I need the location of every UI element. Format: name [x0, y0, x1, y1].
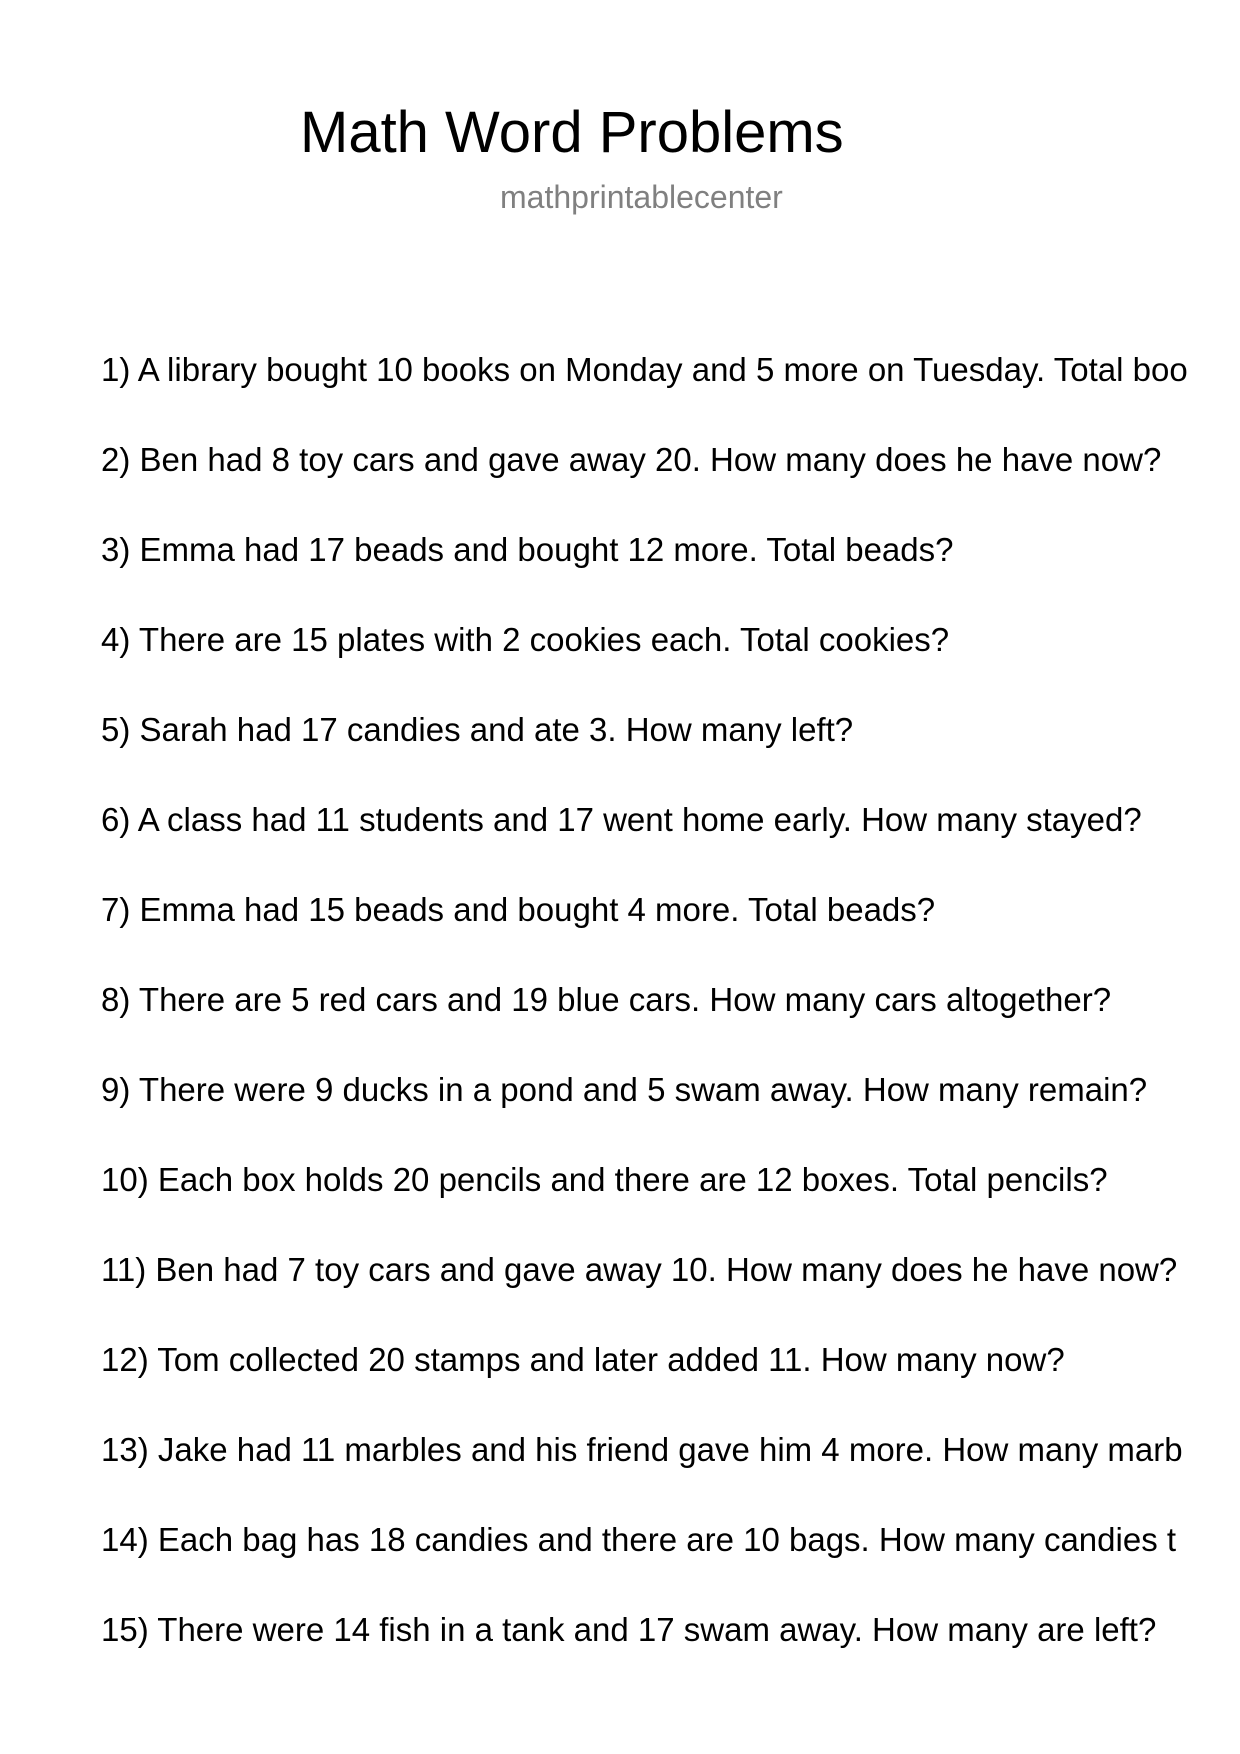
problem-text: Ben had 8 toy cars and gave away 20. How many does he have now?	[139, 441, 1162, 478]
problem-item	[101, 890, 1240, 980]
problem-number: 7)	[101, 891, 131, 928]
problem-number: 4)	[101, 621, 131, 658]
problem-text: Tom collected 20 stamps and later added 11. How many now?	[157, 1341, 1065, 1378]
problem-item	[101, 350, 1240, 440]
page-title: Math Word Problems	[300, 100, 844, 165]
problem-item	[101, 1340, 1240, 1430]
problem-number: 15)	[101, 1611, 149, 1648]
problem-item	[101, 1610, 1240, 1700]
problem-number: 1)	[101, 351, 131, 388]
problem-number: 8)	[101, 981, 131, 1018]
problem-text: Each box holds 20 pencils and there are 12 boxes. Total pencils?	[157, 1161, 1108, 1198]
problem-item	[101, 1160, 1240, 1250]
problem-text: There are 5 red cars and 19 blue cars. How many cars altogether?	[138, 981, 1112, 1018]
problem-item	[101, 800, 1240, 890]
problem-number: 11)	[101, 1251, 147, 1288]
problem-number: 13)	[101, 1431, 149, 1468]
problem-number: 5)	[101, 711, 131, 748]
problem-text: Emma had 15 beads and bought 4 more. Total beads?	[139, 891, 936, 928]
problem-item	[101, 980, 1240, 1070]
problem-number: 6)	[101, 801, 131, 838]
problem-item	[101, 1070, 1240, 1160]
problem-item	[101, 1250, 1240, 1340]
problem-text: Sarah had 17 candies and ate 3. How many left?	[139, 711, 854, 748]
source-subtitle: mathprintablecenter	[500, 179, 783, 215]
problem-item	[101, 710, 1240, 800]
problem-text: A class had 11 students and 17 went home early. How many stayed?	[137, 801, 1142, 838]
problem-text: Jake had 11 marbles and his friend gave him 4 more. How many marb	[157, 1431, 1183, 1468]
problem-item	[101, 620, 1240, 710]
problem-number: 10)	[101, 1161, 149, 1198]
problem-text: A library bought 10 books on Monday and 5 more on Tuesday. Total boo	[137, 351, 1188, 388]
problem-text: Ben had 7 toy cars and gave away 10. How many does he have now?	[155, 1251, 1178, 1288]
problem-number: 3)	[101, 531, 131, 568]
problem-number: 9)	[101, 1071, 131, 1108]
problem-number: 12)	[101, 1341, 149, 1378]
problem-text: There were 14 fish in a tank and 17 swam away. How many are left?	[157, 1611, 1157, 1648]
problem-list	[101, 350, 1240, 1700]
problem-number: 14)	[101, 1521, 149, 1558]
problem-text: There were 9 ducks in a pond and 5 swam away. How many remain?	[138, 1071, 1148, 1108]
problem-text: There are 15 plates with 2 cookies each. Total cookies?	[138, 621, 950, 658]
problem-item	[101, 1520, 1240, 1610]
problem-item	[101, 440, 1240, 530]
problem-item	[101, 1430, 1240, 1520]
problem-item	[101, 530, 1240, 620]
problem-text: Each bag has 18 candies and there are 10 bags. How many candies t	[157, 1521, 1177, 1558]
problem-text: Emma had 17 beads and bought 12 more. Total beads?	[139, 531, 954, 568]
problem-number: 2)	[101, 441, 131, 478]
